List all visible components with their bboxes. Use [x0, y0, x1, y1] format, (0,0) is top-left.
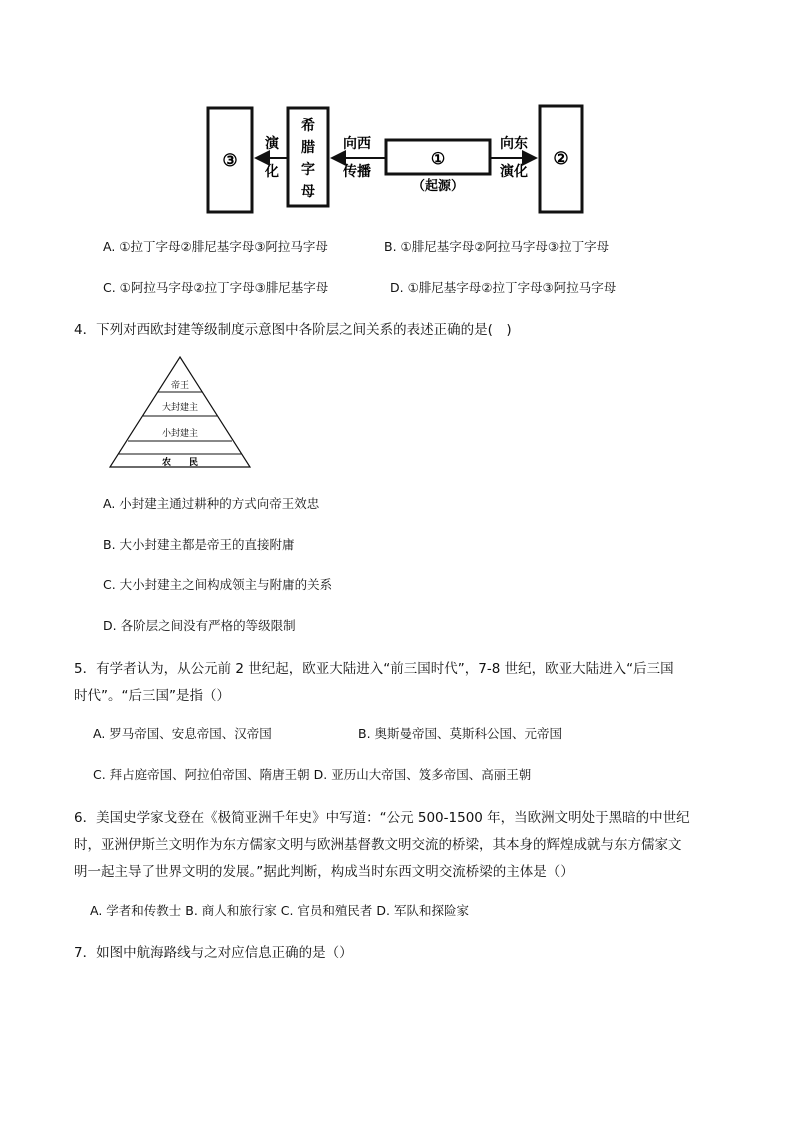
evolve-label-2: 化: [265, 164, 279, 180]
q7-stem: 7．如图中航海路线与之对应信息正确的是（）: [74, 945, 353, 961]
feudal-pyramid: [108, 355, 253, 470]
q3-option-b: B. ①腓尼基字母②阿拉马字母③拉丁字母: [384, 239, 610, 254]
q5-option-a: A. 罗马帝国、安息帝国、汉帝国: [93, 726, 272, 741]
q4-option-a: A. 小封建主通过耕种的方式向帝王效忠: [103, 496, 320, 511]
q3-option-c: C. ①阿拉马字母②拉丁字母③腓尼基字母: [103, 280, 329, 295]
east-label-2: 演化: [500, 164, 528, 180]
west-label-1: 向西: [343, 136, 371, 152]
west-label-2: 传播: [343, 164, 371, 180]
pyramid-level-great-lord: 大封建主: [161, 403, 199, 413]
q4-option-d: D. 各阶层之间没有严格的等级限制: [103, 618, 296, 633]
q6-stem-line-2: 时，亚洲伊斯兰文明作为东方儒家文明与欧洲基督教文明交流的桥梁，其本身的辉煌成就与东方儒家文: [74, 837, 682, 853]
origin-caption: （起源）: [411, 179, 465, 194]
q3-option-d: D. ①腓尼基字母②拉丁字母③阿拉马字母: [390, 280, 617, 295]
q5-stem-line-1: 5．有学者认为，从公元前 2 世纪起，欧亚大陆进入“前三国时代”，7-8 世纪，欧亚大陆进入“后三国: [74, 661, 674, 677]
greek-char-3: 字: [301, 162, 315, 178]
q3-option-a: A. ①拉丁字母②腓尼基字母③阿拉马字母: [103, 239, 328, 254]
q6-stem-line-1: 6．美国史学家戈登在《极简亚洲千年史》中写道：“公元 500-1500 年，当欧洲文明处于黑暗的中世纪: [74, 810, 690, 826]
q4-option-b: B. 大小封建主都是帝王的直接附庸: [103, 537, 295, 552]
evolve-label-1: 演: [265, 136, 279, 152]
alphabet-diagram: [200, 100, 600, 220]
greek-char-1: 希: [301, 118, 315, 134]
q5-option-b: B. 奥斯曼帝国、莫斯科公国、元帝国: [358, 726, 563, 741]
q4-option-c: C. 大小封建主之间构成领主与附庸的关系: [103, 577, 333, 592]
box-3-label: ③: [222, 151, 238, 171]
box-2-label: ②: [553, 149, 569, 169]
greek-char-2: 腊: [301, 140, 315, 156]
q5-stem-line-2: 时代”。“后三国”是指（）: [74, 688, 230, 704]
greek-char-4: 母: [301, 184, 315, 200]
origin-number: ①: [430, 149, 446, 168]
pyramid-level-small-lord: 小封建主: [161, 429, 199, 439]
q5-option-cd: C. 拜占庭帝国、阿拉伯帝国、隋唐王朝 D. 亚历山大帝国、笈多帝国、高丽王朝: [93, 767, 532, 782]
q6-stem-line-3: 明一起主导了世界文明的发展。”据此判断，构成当时东西文明交流桥梁的主体是（）: [74, 864, 574, 880]
q4-stem: 4．下列对西欧封建等级制度示意图中各阶层之间关系的表述正确的是( ): [74, 322, 512, 338]
pyramid-level-emperor: 帝王: [170, 381, 190, 391]
pyramid-level-peasant: 农 民: [161, 458, 199, 468]
q6-options: A. 学者和传教士 B. 商人和旅行家 C. 官员和殖民者 D. 军队和探险家: [90, 903, 469, 918]
east-label-1: 向东: [500, 136, 528, 152]
